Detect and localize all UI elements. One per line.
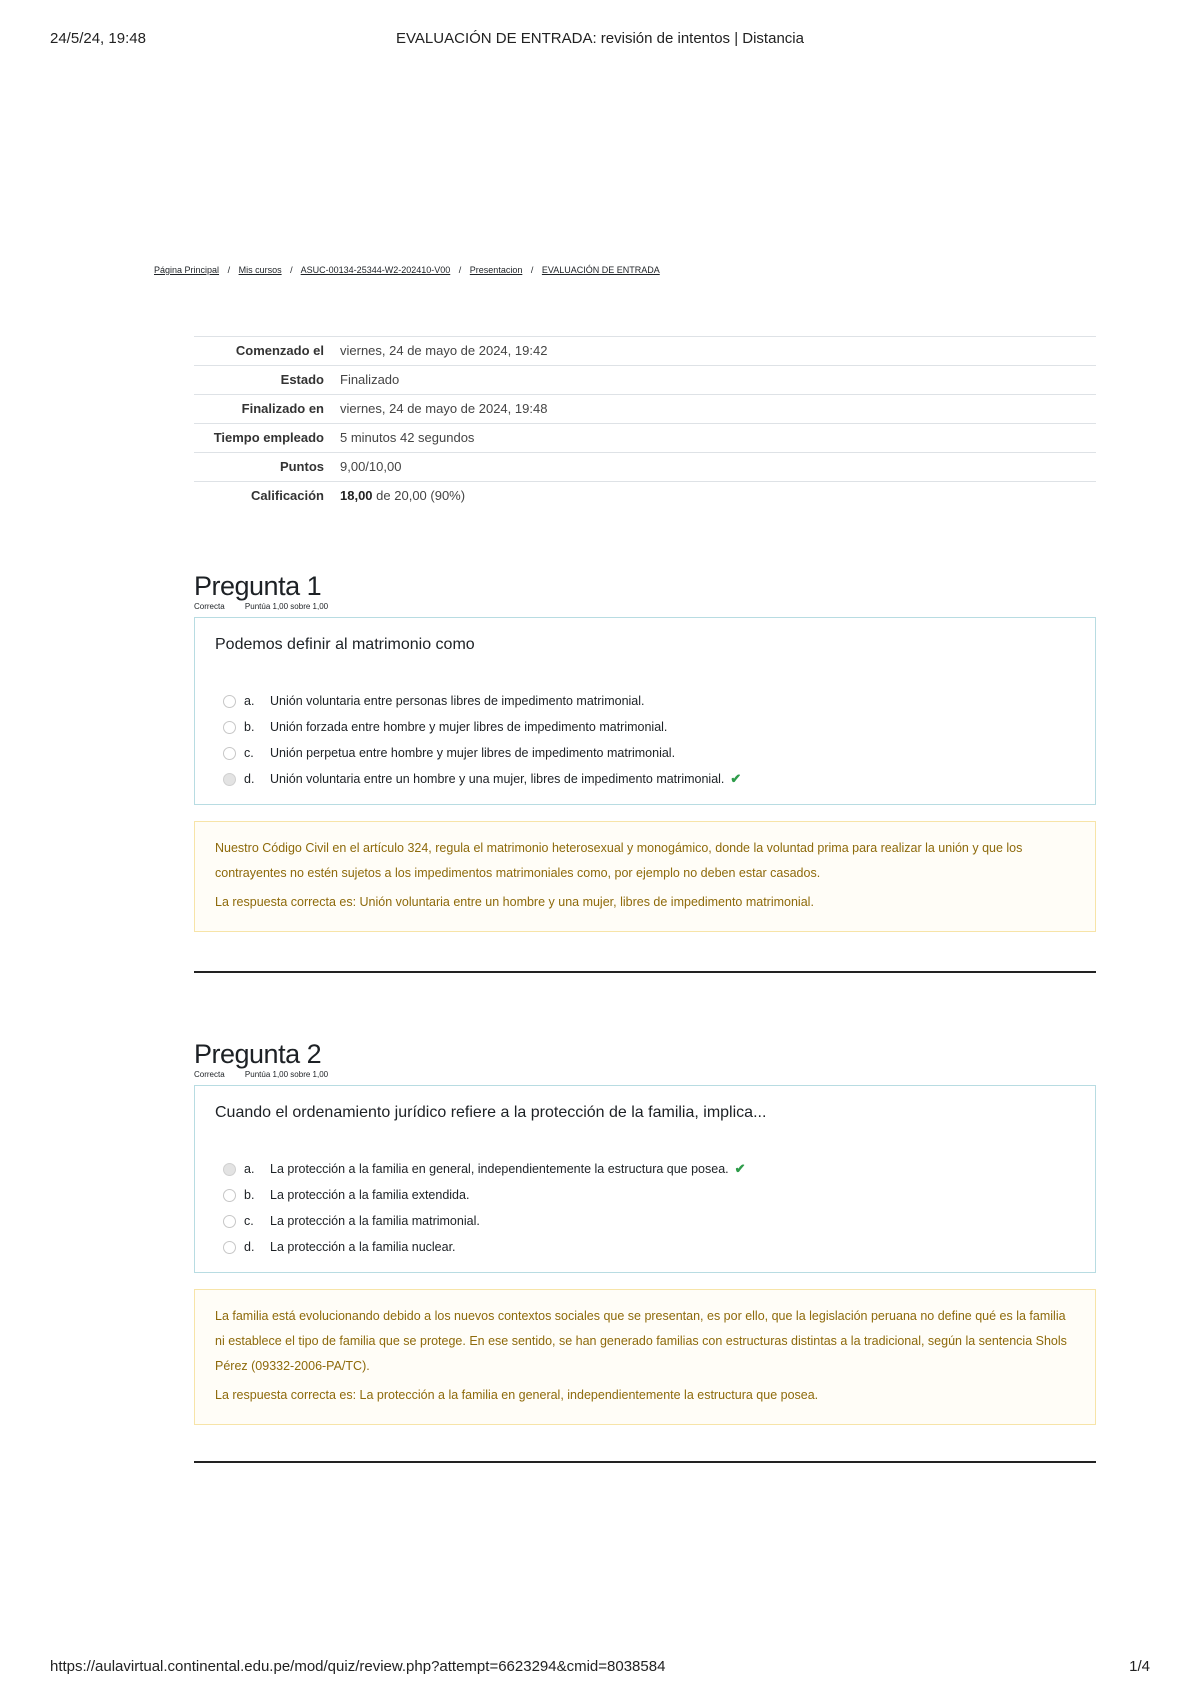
answer-text: La protección a la familia matrimonial. [270,1214,480,1228]
summary-row-points [194,453,1096,482]
correct-check-icon: ✔ [730,771,742,786]
answer-text: La protección a la familia extendida. [270,1188,470,1202]
question-score: Puntúa 1,00 sobre 1,00 [244,602,329,611]
answer-letter: a. [244,694,255,708]
question-text: Podemos definir al matrimonio como [215,636,475,653]
general-feedback: Nuestro Código Civil en el artículo 324, regula el matrimonio heterosexual y monogámico, donde la voluntad prima para realizar la unión y que los contrayentes no estén sujetos a los impedimentos matrimoniales como, por ejemplo no deben estar casados. [215,841,1023,880]
answer-option-b[interactable] [215,1182,1075,1208]
print-url: https://aulavirtual.continental.edu.pe/mod/quiz/review.php?attempt=6623294&cmid=8038584 [50,1658,666,1675]
answer-option-a[interactable] [215,1156,1075,1182]
summary-row-grade [194,482,1096,511]
summary-label: Finalizado en [241,401,324,416]
question-divider [194,1461,1096,1463]
breadcrumb-separator: / [530,265,534,275]
print-page-title: EVALUACIÓN DE ENTRADA: revisión de intentos | Distancia [396,30,804,47]
breadcrumb-my-courses[interactable]: Mis cursos [238,265,282,275]
breadcrumb-quiz[interactable]: EVALUACIÓN DE ENTRADA [541,265,660,275]
summary-label: Estado [280,372,324,387]
print-page-number: 1/4 [1129,1658,1150,1675]
breadcrumb-section[interactable]: Presentacion [469,265,523,275]
summary-row-finished [194,395,1096,424]
summary-value [336,482,1096,511]
answer-text: Unión voluntaria entre un hombre y una mujer, libres de impedimento matrimonial. [270,772,725,786]
answer-option-b[interactable] [215,714,1075,740]
summary-row-started [194,337,1096,366]
question-status: Correcta [194,602,225,611]
answer-letter: b. [244,1188,255,1202]
radio-button[interactable] [223,1189,236,1202]
answer-text: La protección a la familia en general, independientemente la estructura que posea. [270,1162,729,1176]
answer-letter: a. [244,1162,255,1176]
general-feedback: La familia está evolucionando debido a los nuevos contextos sociales que se presentan, es por ello, que la legislación peruana no define qué es la familia ni establece el tipo de familia que se protege. En ese sentido, se han generado familias con estructuras distintas a la tradicional, según la sentencia Shols Pérez (09332-2006-PA/TC). [215,1309,1067,1373]
question-divider [194,971,1096,973]
summary-row-time [194,424,1096,453]
breadcrumb-separator: / [227,265,231,275]
radio-button[interactable] [223,695,236,708]
answer-letter: d. [244,772,255,786]
radio-button[interactable] [223,1215,236,1228]
breadcrumb-separator: / [458,265,462,275]
answer-option-d[interactable] [215,1234,1075,1260]
radio-button[interactable] [223,1241,236,1254]
summary-label: Puntos [279,459,324,474]
question-meta [194,602,1096,612]
grade-total: de 20,00 (90%) [376,488,466,503]
feedback-box [194,821,1096,932]
summary-value: Finalizado [340,372,400,387]
answer-letter: d. [244,1240,255,1254]
question-box [194,617,1096,805]
question-1 [194,570,1096,932]
answer-list [215,1156,1075,1260]
answer-option-a[interactable] [215,688,1075,714]
answer-option-d[interactable] [215,766,1075,792]
radio-button-selected[interactable] [223,773,236,786]
answer-option-c[interactable] [215,740,1075,766]
question-title: Pregunta 2 [194,1039,322,1069]
summary-value: 9,00/10,00 [340,459,402,474]
answer-list [215,688,1075,792]
answer-text: La protección a la familia nuclear. [270,1240,456,1254]
radio-button[interactable] [223,721,236,734]
answer-letter: b. [244,720,255,734]
summary-value: viernes, 24 de mayo de 2024, 19:42 [340,343,548,358]
summary-value: viernes, 24 de mayo de 2024, 19:48 [340,401,548,416]
grade-score: 18,00 [340,488,373,503]
breadcrumb-separator: / [290,265,293,275]
answer-text: Unión forzada entre hombre y mujer libres de impedimento matrimonial. [270,720,668,734]
answer-text: Unión perpetua entre hombre y mujer libres de impedimento matrimonial. [270,746,676,760]
breadcrumb-home[interactable]: Página Principal [154,265,220,275]
question-title: Pregunta 1 [194,571,322,601]
answer-letter: c. [244,746,254,760]
question-score: Puntúa 1,00 sobre 1,00 [244,1070,329,1079]
summary-value: 5 minutos 42 segundos [340,430,475,445]
answer-text: Unión voluntaria entre personas libres de impedimento matrimonial. [270,694,645,708]
question-meta [194,1070,1096,1080]
print-header [50,30,1150,50]
summary-label: Comenzado el [235,343,324,358]
feedback-box [194,1289,1096,1425]
radio-button-selected[interactable] [223,1163,236,1176]
right-answer: La respuesta correcta es: Unión voluntaria entre un hombre y una mujer, libres de impedimento matrimonial. [215,895,814,909]
right-answer: La respuesta correcta es: La protección a la familia en general, independientemente la estructura que posea. [215,1388,819,1402]
attempt-summary-table [194,336,1096,510]
breadcrumb-course[interactable]: ASUC-00134-25344-W2-202410-V00 [300,265,451,275]
answer-letter: c. [244,1214,254,1228]
summary-label: Calificación [251,488,324,503]
correct-check-icon: ✔ [734,1161,746,1176]
question-status: Correcta [194,1070,225,1079]
breadcrumb [154,265,660,275]
summary-label: Tiempo empleado [213,430,324,445]
question-box [194,1085,1096,1273]
radio-button[interactable] [223,747,236,760]
answer-option-c[interactable] [215,1208,1075,1234]
print-datetime: 24/5/24, 19:48 [50,30,146,47]
summary-row-state [194,366,1096,395]
question-2 [194,1038,1096,1425]
question-text: Cuando el ordenamiento jurídico refiere a la protección de la familia, implica... [215,1104,767,1121]
